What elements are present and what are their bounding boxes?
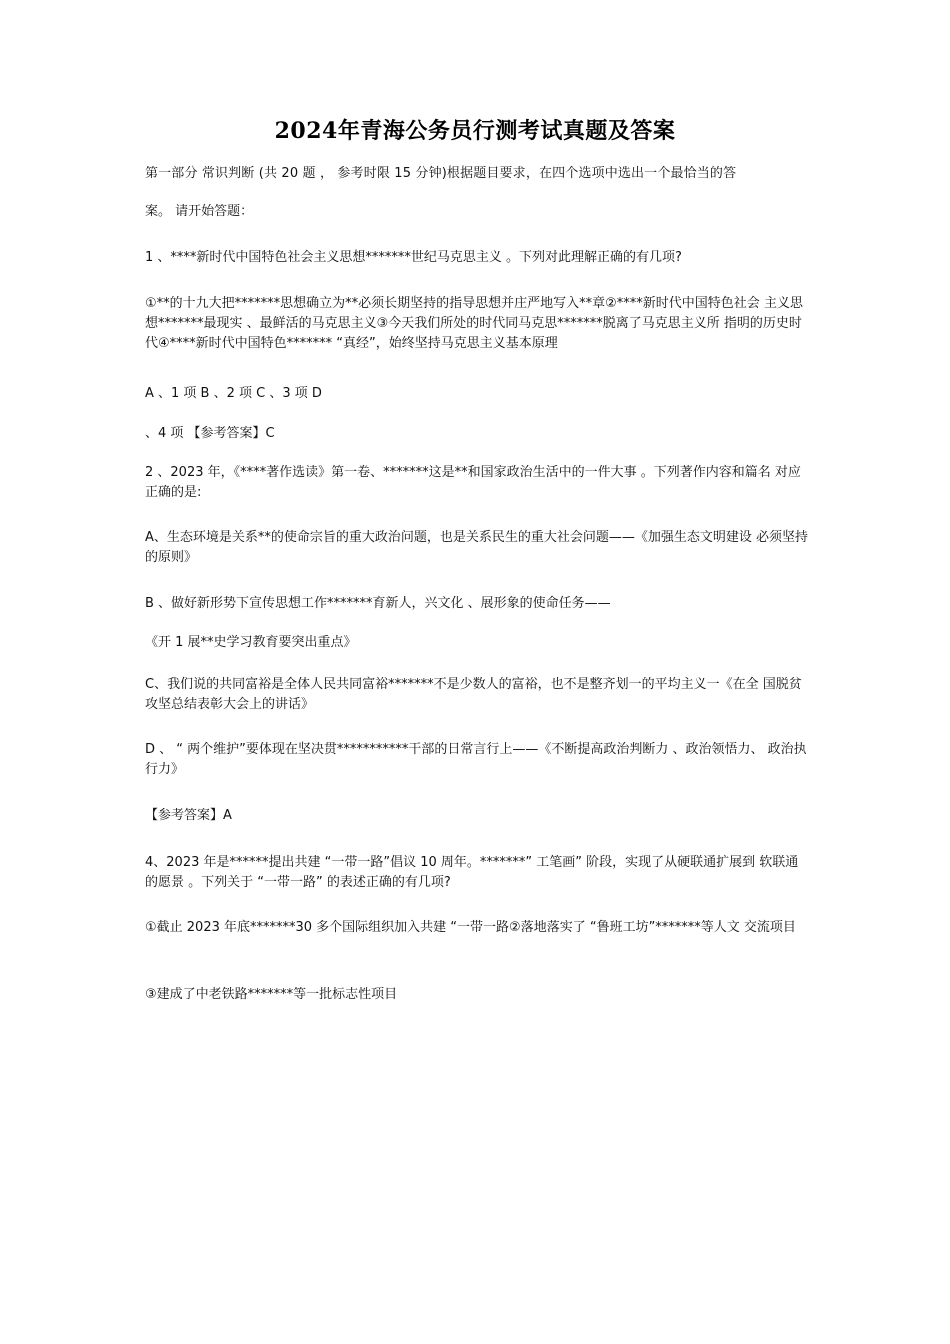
question-4-statement-3: ③建成了中老铁路*******等一批标志性项目 bbox=[145, 987, 398, 1002]
page-title: 2024年青海公务员行测考试真题及答案 bbox=[274, 118, 676, 144]
question-2-option-a: A、生态环境是关系**的使命宗旨的重大政治问题，也是关系民生的重大社会问题——《加强生态文明建设 必须坚持的原则》 bbox=[145, 530, 809, 565]
question-1-options: A 、1 项 B 、2 项 C 、3 项 D bbox=[145, 386, 322, 401]
question-2-option-c: C、我们说的共同富裕是全体人民共同富裕*******不是少数人的富裕，也不是整齐划一的平均主义一《在全 国脱贫攻坚总结表彰大会上的讲话》 bbox=[145, 677, 802, 712]
question-2-answer: 【参考答案】A bbox=[145, 808, 232, 823]
question-1-answer: 、4 项 【参考答案】C bbox=[145, 426, 275, 441]
intro-line-1: 第一部分 常识判断 (共 20 题 ， 参考时限 15 分钟)根据题目要求，在四个选项中选出一个最恰当的答 bbox=[145, 166, 737, 181]
question-1-statements: ①**的十九大把*******思想确立为**必须长期坚持的指导思想并庄严地写入**章②****新时代中国特色社会 主义思想*******最现实 、最鲜活的马克思主义③今天我们所处的时代同马克思*******脱离了马克思主义所 指明的历史时代④****新时代中国特色******* “真经”，始终坚持马克思主义基本原理 bbox=[145, 296, 803, 351]
question-2-option-b-title: 《开 1 展**史学习教育要突出重点》 bbox=[145, 635, 357, 650]
question-1: 1 、****新时代中国特色社会主义思想*******世纪马克思主义 。下列对此理解正确的有几项? bbox=[145, 250, 682, 265]
question-4-statement-1-2: ①截止 2023 年底*******30 多个国际组织加入共建 “一带一路②落地落实了 “鲁班工坊”*******等人文 交流项目 bbox=[145, 920, 796, 935]
question-4: 4、2023 年是******提出共建 “一带一路”倡议 10 周年。*******” 工笔画” 阶段，实现了从硬联通扩展到 软联通的愿景 。下列关于 “一带一路” 的表述正确的有几项? bbox=[145, 855, 799, 890]
question-2-option-d: D 、 “ 两个维护”要体现在坚决贯***********干部的日常言行上——《不断提高政治判断力 、政治领悟力、 政治执行力》 bbox=[145, 742, 807, 777]
question-2: 2 、2023 年，《****著作选读》第一卷、*******这是**和国家政治生活中的一件大事 。下列著作内容和篇名 对应正确的是: bbox=[145, 465, 801, 500]
intro-line-2: 案。 请开始答题： bbox=[145, 204, 254, 219]
question-2-option-b: B 、做好新形势下宣传思想工作*******育新人，兴文化 、展形象的使命任务—— bbox=[145, 596, 611, 611]
